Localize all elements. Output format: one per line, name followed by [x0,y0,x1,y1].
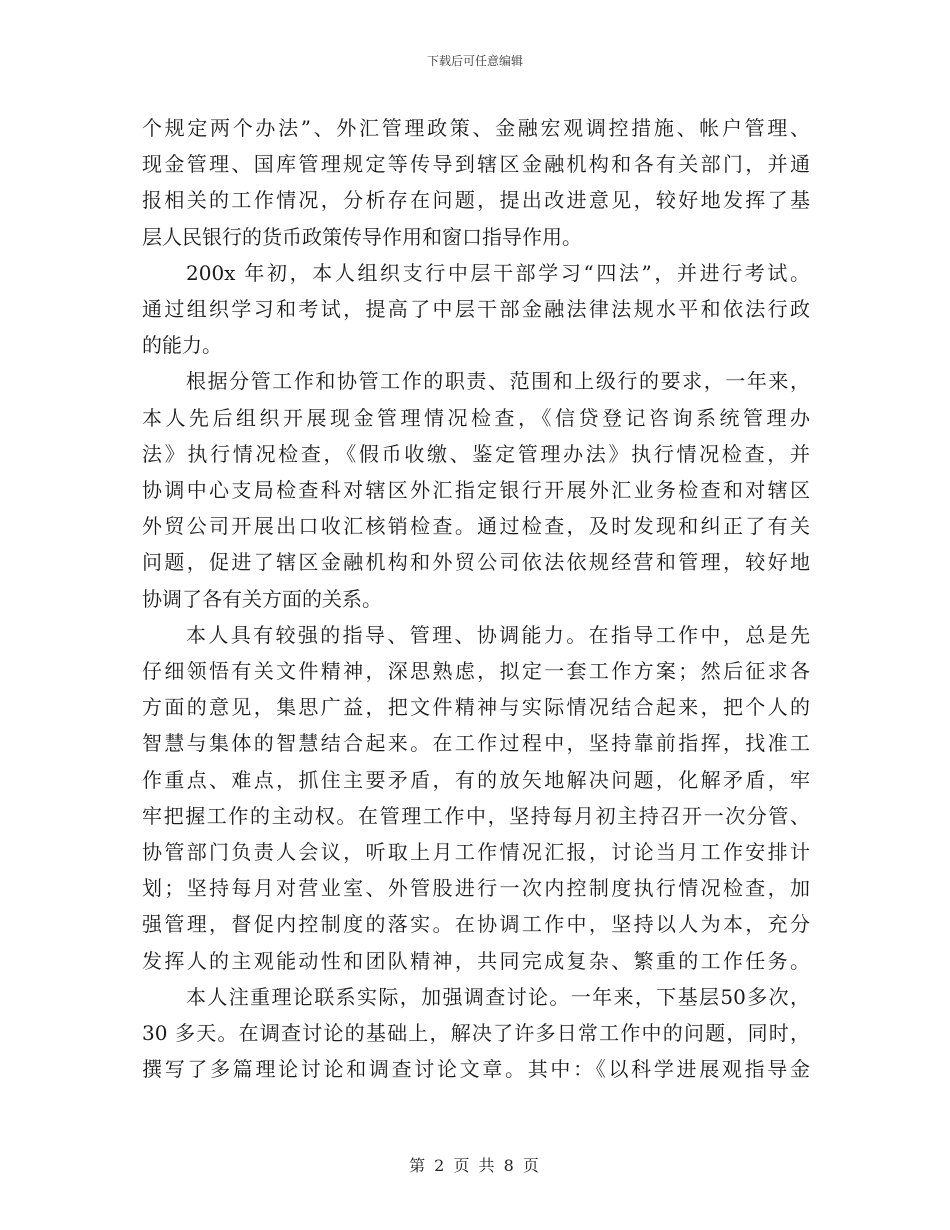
paragraph-1 [142,110,810,255]
text-line: 协管部门负责人会议，听取上月工作情况汇报，讨论当月工作安排计 [142,840,810,865]
document-body [142,110,810,1087]
text-line: 方面的意见，集思广益，把文件精神与实际情况结合起来，把个人的 [142,695,810,720]
text-line: 划；坚持每月对营业室、外管股进行一次内控制度执行情况检查，加 [142,876,810,901]
text-line: 智慧与集体的智慧结合起来。在工作过程中，坚持靠前指挥，找准工 [142,731,810,756]
text-line: 发挥人的主观能动性和团队精神，共同完成复杂、繁重的工作任务。 [142,948,810,973]
page-footer: 第 2 页 共 8 页 [409,1156,541,1175]
text-line: 强管理，督促内控制度的落实。在协调工作中，坚持以人为本，充分 [142,912,810,937]
text-line: 牢把握工作的主动权。在管理工作中，坚持每月初主持召开一次分管、 [142,803,810,828]
paragraph-4 [142,617,810,979]
paragraph-5 [142,979,810,1088]
text-line: 问题，促进了辖区金融机构和外贸公司依法依规经营和管理，较好地 [142,550,810,575]
text-line: 撰写了多篇理论讨论和调查讨论文章。其中：《以科学进展观指导金 [142,1057,810,1082]
text-line: 层人民银行的货币政策传导作用和窗口指导作用。 [142,224,582,249]
paragraph-3 [142,363,810,616]
text-line: 外贸公司开展出口收汇核销检查。通过检查，及时发现和纠正了有关 [142,514,810,539]
text-line: 作重点、难点，抓住主要矛盾，有的放矢地解决问题，化解矛盾，牢 [142,767,810,792]
page-header: 下载后可任意编辑 [426,54,523,68]
text-line: 协调中心支局检查科对辖区外汇指定银行开展外汇业务检查和对辖区 [142,478,810,503]
text-line: 根据分管工作和协管工作的职责、范围和上级行的要求，一年来， [186,369,810,394]
text-line: 仔细领悟有关文件精神，深思熟虑，拟定一套工作方案；然后征求各 [142,659,810,684]
text-line: 协调了各有关方面的关系。 [142,586,382,611]
text-line: 本人注重理论联系实际，加强调查讨论。一年来，下基层50多次， [186,984,810,1009]
text-line: 个规定两个办法”、外汇管理政策、金融宏观调控措施、帐户管理、 [142,116,810,140]
text-line: 30 多天。在调查讨论的基础上，解决了许多日常工作中的问题，同时， [142,1021,810,1046]
text-line: 200x 年初，本人组织支行中层干部学习“四法”，并进行考试。 [186,260,810,285]
text-line: 本人先后组织开展现金管理情况检查，《信贷登记咨询系统管理办 [142,405,810,430]
text-line: 的能力。 [142,333,222,358]
text-line: 现金管理、国库管理规定等传导到辖区金融机构和各有关部门，并通 [142,152,810,177]
paragraph-2 [142,255,810,364]
text-line: 报相关的工作情况，分析存在问题，提出改进意见，较好地发挥了基 [142,188,810,213]
text-line: 法》执行情况检查，《假币收缴、鉴定管理办法》执行情况检查，并 [142,441,810,466]
text-line: 通过组织学习和考试，提高了中层干部金融法律法规水平和依法行政 [142,297,810,322]
text-line: 本人具有较强的指导、管理、协调能力。在指导工作中，总是先 [186,622,810,647]
